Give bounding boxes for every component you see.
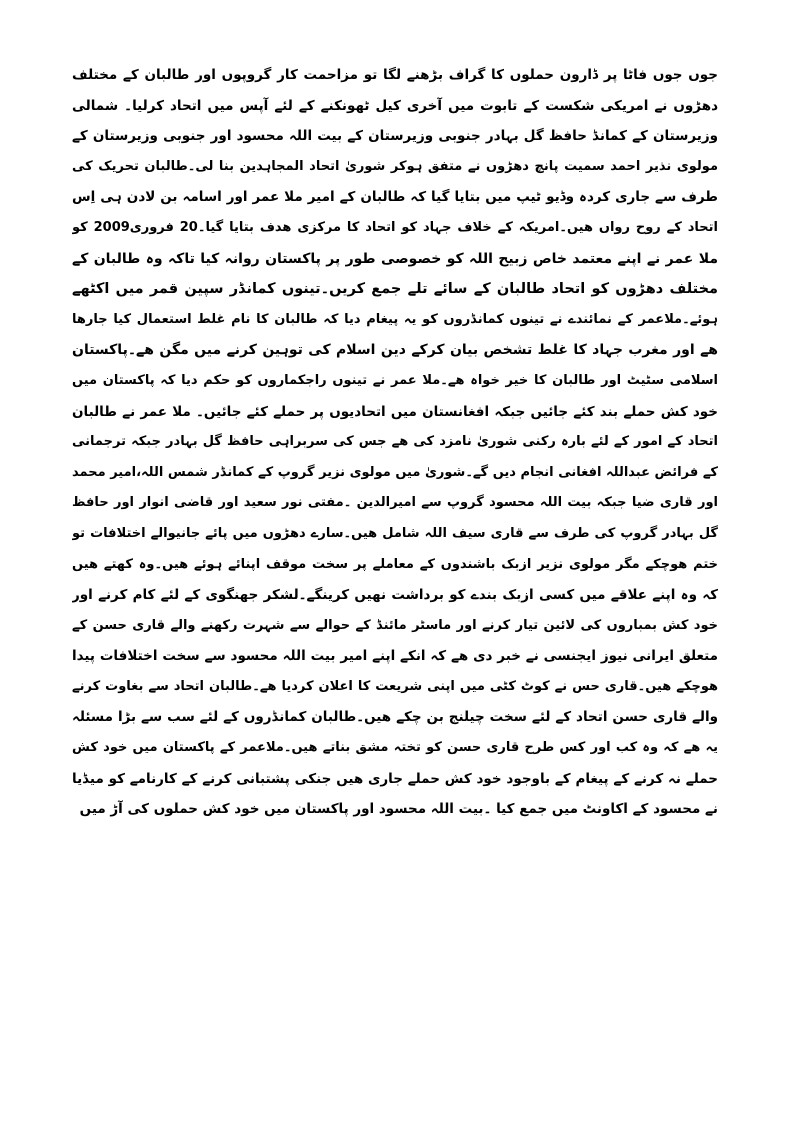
text-line: متعلق ایرانی نیوز ایجنسی نے خبر دی ھے کہ انکے اپنے امیر بیت اللہ محسود سے سخت اختلافات پیدا xyxy=(72,648,718,665)
text-line: ہوئے۔ملاعمر کے نمائندے نے تینوں کمانڈروں کو یہ پیغام دیا کہ طالبان کا نام غلط استعمال کیا جارھا xyxy=(72,311,718,327)
text-line: ملا عمر نے اپنے معتمد خاص زبیح اللہ کو خصوصی طور پر پاکستان روانہ کیا تاکہ وہ طالبان کے xyxy=(72,250,718,267)
text-line: گل بہادر گروپ کی طرف سے قاری سیف اللہ شامل ھیں۔سارے دھڑوں میں پائے جانیوالے اختلافات تو xyxy=(72,525,718,541)
text-line: خود کش حملے بند کئے جائیں جبکہ افغانستان میں اتحادیوں پر حملے کئے جائیں۔ ملا عمر نے طالبان xyxy=(72,403,718,420)
text-line: مختلف دھڑوں کو اتحاد طالبان کے سائے تلے جمع کریں۔تینوں کمانڈر سپین قمر میں اکٹھے xyxy=(72,281,718,298)
text-line: والے قاری حسن اتحاد کے لئے سخت چیلنج بن چکے ھیں۔طالبان کمانڈروں کے لئے سب سے بڑا مسئلہ xyxy=(72,709,718,726)
text-line: خود کش بمباروں کی لائین تیار کرنے اور ماسٹر مائنڈ کے حوالے سے شہرت رکھنے والے قاری حسن کے xyxy=(72,617,718,633)
text-line: طرف سے جاری کردہ وڈیو ٹیپ میں بتایا گیا کہ طالبان کے امیر ملا عمر اور اسامہ بن لادن ہی اِس xyxy=(72,189,718,206)
text-line: اور قاری ضیا جبکہ بیت اللہ محسود گروپ سے امیرالدین ۔مفتی نور سعید اور قاضی انوار اور حافظ xyxy=(72,495,718,511)
text-line: جوں جوں فاٹا پر ڈارون حملوں کا گراف بڑھنے لگا تو مزاحمت کار گروپوں اور طالبان کے مختلف xyxy=(72,67,718,83)
text-line: اسلامی سٹیٹ اور طالبان کا خیر خواہ ھے۔ملا عمر نے تینوں راجکماروں کو حکم دیا کہ پاکستان میں xyxy=(72,372,718,388)
text-line: ختم ھوچکے مگر مولوی نزیر ازبک باشندوں کے معاملے پر سخت موقف اپنائے ہوئے ھیں۔وہ کھتے ھیں xyxy=(72,556,718,572)
text-line: اتحاد کے روح رواں ھیں۔امریکہ کے خلاف جہاد کو اتحاد کا مرکزی ھدف بتایا گیا۔20 فروری2009 کو xyxy=(72,219,718,235)
text-line: یہ ھے کہ وہ کب اور کس طرح قاری حسن کو تختہ مشق بناتے ھیں۔ملاعمر کے پاکستان میں خود کش xyxy=(72,740,718,756)
text-line: مولوی نذیر احمد سمیت پانچ دھڑوں نے متفق ہوکر شوریٰ اتحاد المجاہدین بنا لی۔طالبان تحریک کی xyxy=(72,158,718,174)
text-line: ھے اور مغرب جہاد کا غلط تشخص بیان کرکے دین اسلام کی توہین کرنے میں مگن ھے۔پاکستان xyxy=(72,342,718,359)
text-line: دھڑوں نے امریکی شکست کے تابوت میں آخری کیل ٹھونکنے کے لئے آپس میں اتحاد کرلیا۔ شمالی xyxy=(72,97,718,114)
text-line: وزیرستان کے کمانڈ حافظ گل بہادر جنوبی وزیرستان کے بیت اللہ محسود اور جنوبی وزیرستان کے xyxy=(72,128,718,145)
text-line: کہ وہ اپنے علاقے میں کسی ازبک بندے کو برداشت نھیں کرینگے۔لشکر جھنگوی کے لئے کام کرنے اور xyxy=(72,587,718,604)
article-text xyxy=(72,60,718,825)
text-line: حملے نہ کرنے کے پیغام کے باوجود خود کش حملے جاری ھیں جنکی پشتبانی کرنے کے کارنامے کو میڈیا xyxy=(72,770,718,787)
text-line: اتحاد کے امور کے لئے بارہ رکنی شوریٰ نامزد کی ھے جس کی سربراہی حافظ گل بہادر جبکہ ترجمانی xyxy=(72,434,718,450)
text-line: ھوچکے ھیں۔قاری حس نے کوٹ کٹی میں اپنی شریعت کا اعلان کردیا ھے۔طالبان اتحاد سے بغاوت کرنے xyxy=(72,678,718,694)
text-line: نے محسود کے اکاونٹ میں جمع کیا ۔بیت اللہ محسود اور پاکستان میں خود کش حملوں کی آڑ میں xyxy=(79,801,718,818)
text-line: کے فرائض عبداللہ افغانی انجام دیں گے۔شوریٰ میں مولوی نزیر گروپ کے کمانڈر شمس اللہ،امیر محمد xyxy=(72,464,718,480)
